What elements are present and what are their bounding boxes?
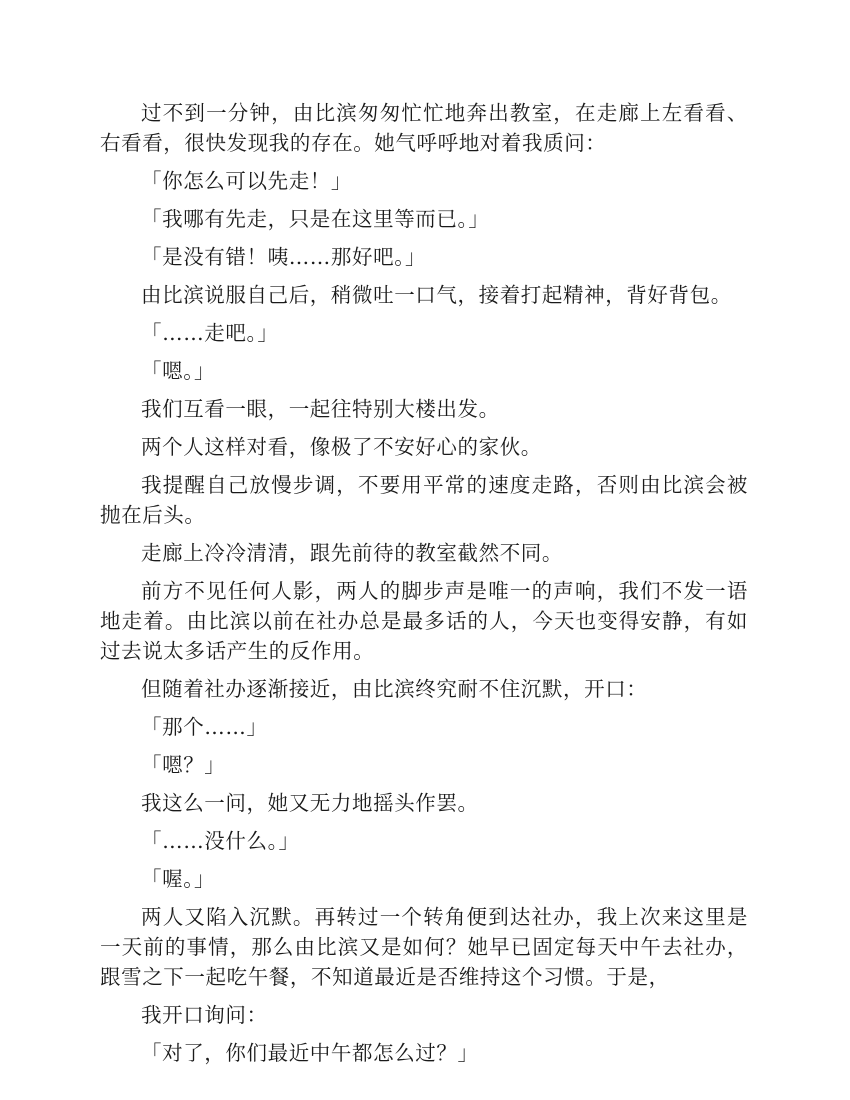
paragraph: 「你怎么可以先走！」 (141, 169, 352, 193)
paragraph: 但随着社办逐渐接近，由比滨终究耐不住沉默，开口： (141, 677, 648, 701)
paragraph: 我提醒自己放慢步调，不要用平常的速度走路，否则由比滨会被抛在后头。 (100, 473, 748, 527)
paragraph: 我这么一问，她又无力地摇头作罢。 (141, 791, 479, 815)
paragraph: 过不到一分钟，由比滨匆匆忙忙地奔出教室，在走廊上左看看、右看看，很快发现我的存在。她气呼呼地对着我质问： (100, 101, 748, 155)
paragraph: 我们互看一眼，一起往特别大楼出发。 (141, 397, 500, 421)
paragraph: 「……走吧。」 (141, 321, 279, 345)
paragraph: 我开口询问： (141, 1003, 268, 1027)
paragraph: 由比滨说服自己后，稍微吐一口气，接着打起精神，背好背包。 (141, 283, 732, 307)
paragraph: 「对了，你们最近中午都怎么过？」 (141, 1041, 479, 1065)
paragraph: 两个人这样对看，像极了不安好心的家伙。 (141, 435, 542, 459)
paragraph: 「……没什么。」 (141, 829, 300, 853)
paragraph: 「嗯？」 (141, 753, 226, 777)
paragraph: 「那个……」 (141, 715, 268, 739)
paragraph: 「嗯。」 (141, 359, 216, 383)
paragraph: 前方不见任何人影，两人的脚步声是唯一的声响，我们不发一语地走着。由比滨以前在社办总是最多话的人，今天也变得安静，有如过去说太多话产生的反作用。 (100, 579, 748, 663)
paragraph: 「喔。」 (141, 867, 216, 891)
text-body (100, 98, 748, 1076)
paragraph: 「是没有错！咦……那好吧。」 (141, 245, 427, 269)
paragraph: 两人又陷入沉默。再转过一个转角便到达社办，我上次来这里是一天前的事情，那么由比滨又是如何？她早已固定每天中午去社办，跟雪之下一起吃午餐，不知道最近是否维持这个习惯。于是， (100, 905, 748, 989)
paragraph: 「我哪有先走，只是在这里等而已。」 (141, 207, 490, 231)
paragraph: 走廊上冷冷清清，跟先前待的教室截然不同。 (141, 541, 563, 565)
